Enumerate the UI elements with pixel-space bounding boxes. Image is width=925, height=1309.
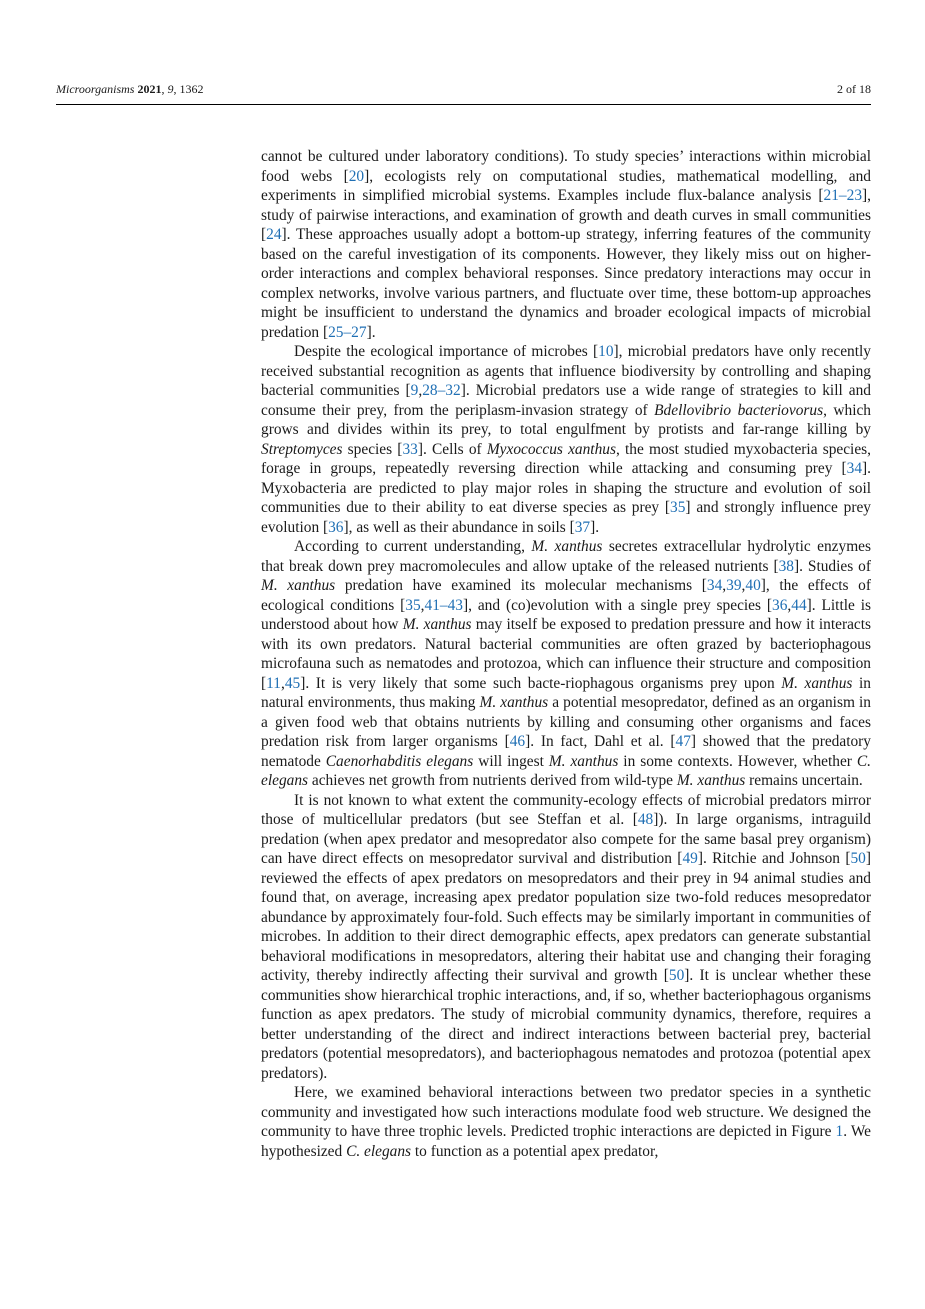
- reference-link[interactable]: 50: [668, 967, 685, 984]
- text-run: ].: [366, 323, 376, 341]
- paragraph: [261, 537, 871, 791]
- journal-volume: 9: [167, 82, 174, 96]
- text-run: ,: [741, 577, 746, 594]
- journal-name: Microorganisms: [56, 82, 135, 96]
- page-number: 2 of 18: [837, 82, 871, 96]
- text-run: cannot be cultured under laboratory conditions). To study species’ interactions within microbial food webs [: [261, 148, 871, 185]
- reference-link[interactable]: 36: [772, 596, 788, 614]
- running-header: [56, 82, 871, 104]
- citation: Microorganisms 2021, 9, 1362: [56, 82, 204, 96]
- italic-text: M. xanthus: [479, 694, 549, 711]
- reference-link[interactable]: 9: [410, 382, 419, 399]
- text-run: ] reviewed the effects of apex predators on mesopredators and their prey in 94 animal studies and found that, on average, increasing apex predator population size two-fold reduces mesopredator abundance by approximately four-fold. Such effects may be similarly important in communities of microbes. In addition to their direct demographic effects, apex predators can generate substantial behavioral modifications in mesopredators, altering their habitat use and changing their foraging activity, thereby indirectly affecting their survival and growth [: [261, 850, 872, 984]
- italic-text: Myxococcus xanthus: [486, 440, 616, 458]
- italic-text: Bdellovibrio bacteriovorus: [654, 401, 824, 419]
- text-run: in natural environments, thus making: [261, 674, 871, 711]
- italic-text: M. xanthus: [781, 674, 853, 692]
- reference-link[interactable]: 11: [266, 674, 281, 692]
- text-run: ], and (co)evolution with a single prey species [: [462, 596, 773, 614]
- text-run: ], microbial predators have only recently received substantial recognition as agents that influence biodiversity by controlling and shaping bacterial communities [: [261, 343, 871, 399]
- italic-text: C. elegans: [261, 752, 871, 789]
- text-run: ]. Myxobacteria are predicted to play major roles in shaping the structure and evolution of soil communities due to their ability to eat diverse species as prey [: [261, 460, 871, 516]
- text-run: will ingest: [473, 752, 549, 770]
- text-run: ,: [420, 596, 425, 614]
- italic-text: M. xanthus: [531, 538, 603, 555]
- text-run: to function as a potential apex predator,: [411, 1142, 659, 1160]
- italic-text: M. xanthus: [548, 752, 619, 770]
- reference-link[interactable]: 34: [706, 577, 723, 594]
- reference-link[interactable]: 28–32: [422, 382, 461, 399]
- text-run: ]. Microbial predators use a wide range of strategies to kill and consume their prey, from the periplasm-invasion strategy of: [261, 382, 871, 419]
- paragraph: [261, 791, 871, 1084]
- text-run: ]. Studies of: [793, 557, 871, 575]
- text-run: ,: [418, 382, 423, 399]
- text-run: species [: [342, 440, 403, 458]
- article-number: 1362: [179, 82, 204, 96]
- reference-link[interactable]: 35: [405, 596, 421, 614]
- reference-link[interactable]: 25–27: [328, 323, 367, 341]
- italic-text: Caenorhabditis elegans: [325, 752, 474, 770]
- text-run: . We hypothesized: [261, 1123, 871, 1160]
- text-run: in some contexts. However, whether: [618, 752, 857, 770]
- italic-text: M. xanthus: [261, 577, 336, 594]
- text-run: achieves net growth from nutrients derived from wild-type: [308, 772, 677, 789]
- reference-link[interactable]: 37: [574, 518, 591, 536]
- text-run: ] and strongly influence prey evolution [: [261, 499, 871, 536]
- reference-link[interactable]: 33: [402, 440, 418, 458]
- reference-link[interactable]: 39: [726, 577, 742, 594]
- italic-text: C. elegans: [346, 1142, 412, 1160]
- text-run: ]. Little is understood about how: [261, 596, 871, 633]
- text-run: It is not known to what extent the community-ecology effects of microbial predators mirror those of multicellular predators (but see Steffan et al. [: [261, 791, 871, 828]
- text-run: Despite the ecological importance of microbes [: [294, 343, 599, 360]
- text-run: ]. Ritchie and Johnson [: [697, 850, 851, 867]
- text-run: ,: [722, 577, 727, 594]
- reference-link[interactable]: 38: [778, 557, 794, 575]
- paragraph: [261, 342, 871, 537]
- text-run: predation have examined its molecular mechanisms [: [335, 577, 707, 594]
- reference-link[interactable]: 21–23: [823, 187, 863, 204]
- paragraph: [261, 1083, 871, 1161]
- text-run: ]). In large organisms, intraguild predation (when apex predator and mesopredator also compete for the same basal prey organism) can have direct effects on mesopredator survival and distribution [: [261, 811, 871, 867]
- reference-link[interactable]: 20: [348, 167, 365, 185]
- text-run: ,: [787, 596, 792, 614]
- text-run: , the most studied myxobacteria species, forage in groups, repeatedly reversing direction while attacking and consuming prey [: [261, 440, 872, 477]
- reference-link[interactable]: 44: [791, 596, 807, 614]
- reference-link[interactable]: 46: [509, 733, 526, 750]
- reference-link[interactable]: 40: [745, 577, 761, 594]
- text-run: Here, we examined behavioral interactions between two predator species in a synthetic community and investigated how such interactions modulate food web structure. We designed the community to have three trophic levels. Predicted trophic interactions are depicted in Figure: [261, 1084, 871, 1140]
- text-run: ], as well as their abundance in soils [: [343, 518, 575, 536]
- body-text: [261, 147, 871, 1161]
- text-run: ]. It is very likely that some such bacte-riophagous organisms prey upon: [300, 674, 782, 692]
- reference-link[interactable]: 48: [637, 811, 654, 828]
- text-run: ] showed that the predatory nematode: [261, 733, 871, 770]
- text-run: ,: [280, 674, 285, 692]
- italic-text: Streptomyces: [261, 440, 343, 458]
- reference-link[interactable]: 50: [850, 850, 866, 867]
- reference-link[interactable]: 36: [328, 518, 344, 536]
- text-run: secretes extracellular hydrolytic enzymes that break down prey macromolecules and allow uptake of the released nutrients [: [261, 538, 871, 575]
- text-run: remains uncertain.: [745, 772, 863, 789]
- italic-text: M. xanthus: [676, 772, 746, 789]
- text-run: ]. Cells of: [417, 440, 487, 458]
- text-run: ], ecologists rely on computational studies, mathematical modelling, and experiments in simplified microbial systems. Examples include flux-balance analysis [: [261, 167, 871, 204]
- text-run: ]. It is unclear whether these communities show hierarchical trophic interactions, and, if so, whether bacteriophagous organisms function as apex predators. The study of microbial community dynamics, therefore, requires a better understanding of the direct and indirect interactions between bacterial prey, bacterial predators (potential mesopredators), and bacteriophagous nematodes and protozoa (potential apex predators).: [261, 967, 872, 1082]
- italic-text: M. xanthus: [402, 616, 472, 633]
- text-run: ].: [590, 518, 600, 536]
- paragraph: [261, 147, 871, 342]
- text-run: ]. In fact, Dahl et al. [: [525, 733, 676, 750]
- header-rule: [56, 104, 871, 105]
- text-run: ], the effects of ecological conditions [: [261, 577, 871, 614]
- text-run: ]. These approaches usually adopt a bottom-up strategy, inferring features of the community based on the careful investigation of its components. However, they likely miss out on higher-order interactions and complex behavioral responses. Since predatory interactions may occur in complex networks, involve various partners, and fluctuate over time, these bottom-up approaches might be insufficient to understand the dynamics and broader ecological impacts of microbial predation [: [261, 226, 871, 341]
- reference-link[interactable]: 34: [846, 460, 863, 477]
- reference-link[interactable]: 1: [835, 1123, 844, 1140]
- text-run: may itself be exposed to predation pressure and how it interacts with its own predators. Natural bacterial communities are often grazed by bacteriophagous microfauna such as nematodes and protozoa, which can influence their structure and composition [: [261, 616, 871, 692]
- reference-link[interactable]: 35: [670, 499, 686, 516]
- text-run: According to current understanding,: [294, 538, 532, 555]
- journal-year: 2021: [137, 82, 162, 96]
- reference-link[interactable]: 47: [675, 733, 691, 750]
- reference-link[interactable]: 45: [284, 674, 301, 692]
- reference-link[interactable]: 10: [598, 343, 614, 360]
- reference-link[interactable]: 49: [682, 850, 698, 867]
- reference-link[interactable]: 24: [266, 226, 282, 243]
- text-run: ], study of pairwise interactions, and examination of growth and death curves in small communities [: [261, 187, 871, 243]
- reference-link[interactable]: 41–43: [424, 596, 463, 614]
- text-run: , which grows and divides within its prey, to total engulfment by protists and far-range killing by: [261, 401, 871, 438]
- text-run: a potential mesopredator, defined as an organism in a given food web that obtains nutrients by killing and consuming other organisms and faces predation risk from larger organisms [: [261, 694, 871, 750]
